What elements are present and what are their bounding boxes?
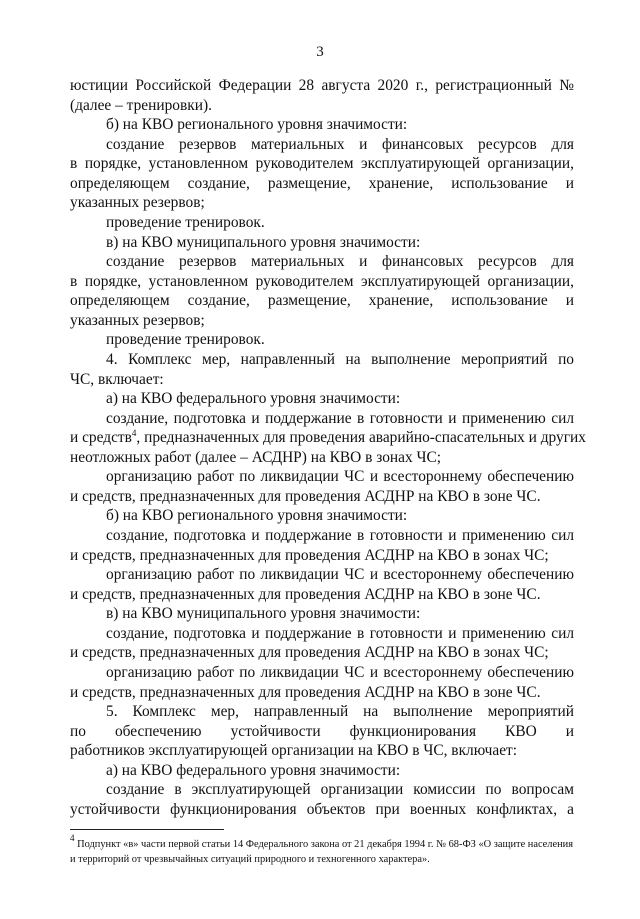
text-line: в) на КВО муниципального уровня значимости: [106,234,421,251]
text-line: проведение тренировок. [106,331,265,348]
text-line: организацию работ по ликвидации ЧС и всестороннему обеспечению [106,664,574,681]
text-line: б) на КВО регионального уровня значимости: [106,116,408,133]
text-line: и средств, предназначенных для проведения АСДНР на КВО в зоне ЧС. [70,586,541,603]
text-line: в порядке, установленном руководителем эксплуатирующей организации, [70,155,574,172]
text-line: и средств, предназначенных для проведения АСДНР на КВО в зонах ЧС; [70,644,549,661]
text-line: в) на КВО муниципального уровня значимости: [106,605,421,622]
text-line: а) на КВО федерального уровня значимости: [106,390,401,407]
text-line: б) на КВО регионального уровня значимости: [106,507,408,524]
text-line: определяющем создание, размещение, хранение, использование и [70,175,574,192]
text-fragment: , предназначенных для проведения аварийно-спасательных и других [136,429,586,446]
footnote-mark: 4 [70,833,75,843]
text-line: устойчивости функционирования объектов при военных конфликтах, а [70,801,574,818]
page-number: 3 [316,44,324,60]
text-line: (далее – тренировки). [70,97,212,114]
text-line: указанных резервов; [70,312,205,329]
footnote-line [70,833,573,852]
text-line: указанных резервов; [70,194,205,211]
footnote-separator [70,829,224,830]
text-line: создание резервов материальных и финансовых ресурсов для [106,253,574,270]
text-line: организацию работ по ликвидации ЧС и всестороннему обеспечению [106,468,574,485]
text-fragment: и средств [70,429,132,446]
text-line: создание, подготовка и поддержание в готовности и применению сил [106,625,574,642]
text-line: и средств, предназначенных для проведения АСДНР на КВО в зоне ЧС. [70,488,541,505]
text-line: неотложных работ (далее – АСДНР) на КВО в зонах ЧС; [70,449,442,466]
text-line: создание резервов материальных и финансовых ресурсов для [106,136,574,153]
text-line: работников эксплуатирующей организации на КВО в ЧС, включает: [70,742,518,759]
text-line: и средств, предназначенных для проведения АСДНР на КВО в зоне ЧС. [70,684,541,701]
text-line: 4. Комплекс мер, направленный на выполнение мероприятий по [106,351,574,368]
text-line: в порядке, установленном руководителем эксплуатирующей организации, [70,273,574,290]
text-line: определяющем создание, размещение, хранение, использование и [70,292,574,309]
text-line: юстиции Российской Федерации 28 августа 2020 г., регистрационный № [70,77,574,94]
text-line: организацию работ по ликвидации ЧС и всестороннему обеспечению [106,566,574,583]
text-line [70,428,586,448]
footnote-reference: 4 [131,428,137,438]
text-line: создание, подготовка и поддержание в готовности и применению сил [106,527,574,544]
text-line: 5. Комплекс мер, направленный на выполнение мероприятий [106,703,574,720]
text-line: и средств, предназначенных для проведения АСДНР на КВО в зонах ЧС; [70,547,549,564]
text-line: создание, подготовка и поддержание в готовности и применению сил [106,410,574,427]
footnote-text: Подпункт «в» части первой статьи 14 Федерального закона от 21 декабря 1994 г. № 68-ФЗ «О защите населения [77,839,573,850]
footnote-line: и территорий от чрезвычайных ситуаций природного и техногенного характера». [70,854,430,865]
text-line: а) на КВО федерального уровня значимости: [106,762,401,779]
text-line: проведение тренировок. [106,214,265,231]
text-line: создание в эксплуатирующей организации комиссии по вопросам [106,781,574,798]
text-line: ЧС, включает: [70,371,164,388]
text-line: по обеспечению устойчивости функционирования КВО и [70,723,574,740]
